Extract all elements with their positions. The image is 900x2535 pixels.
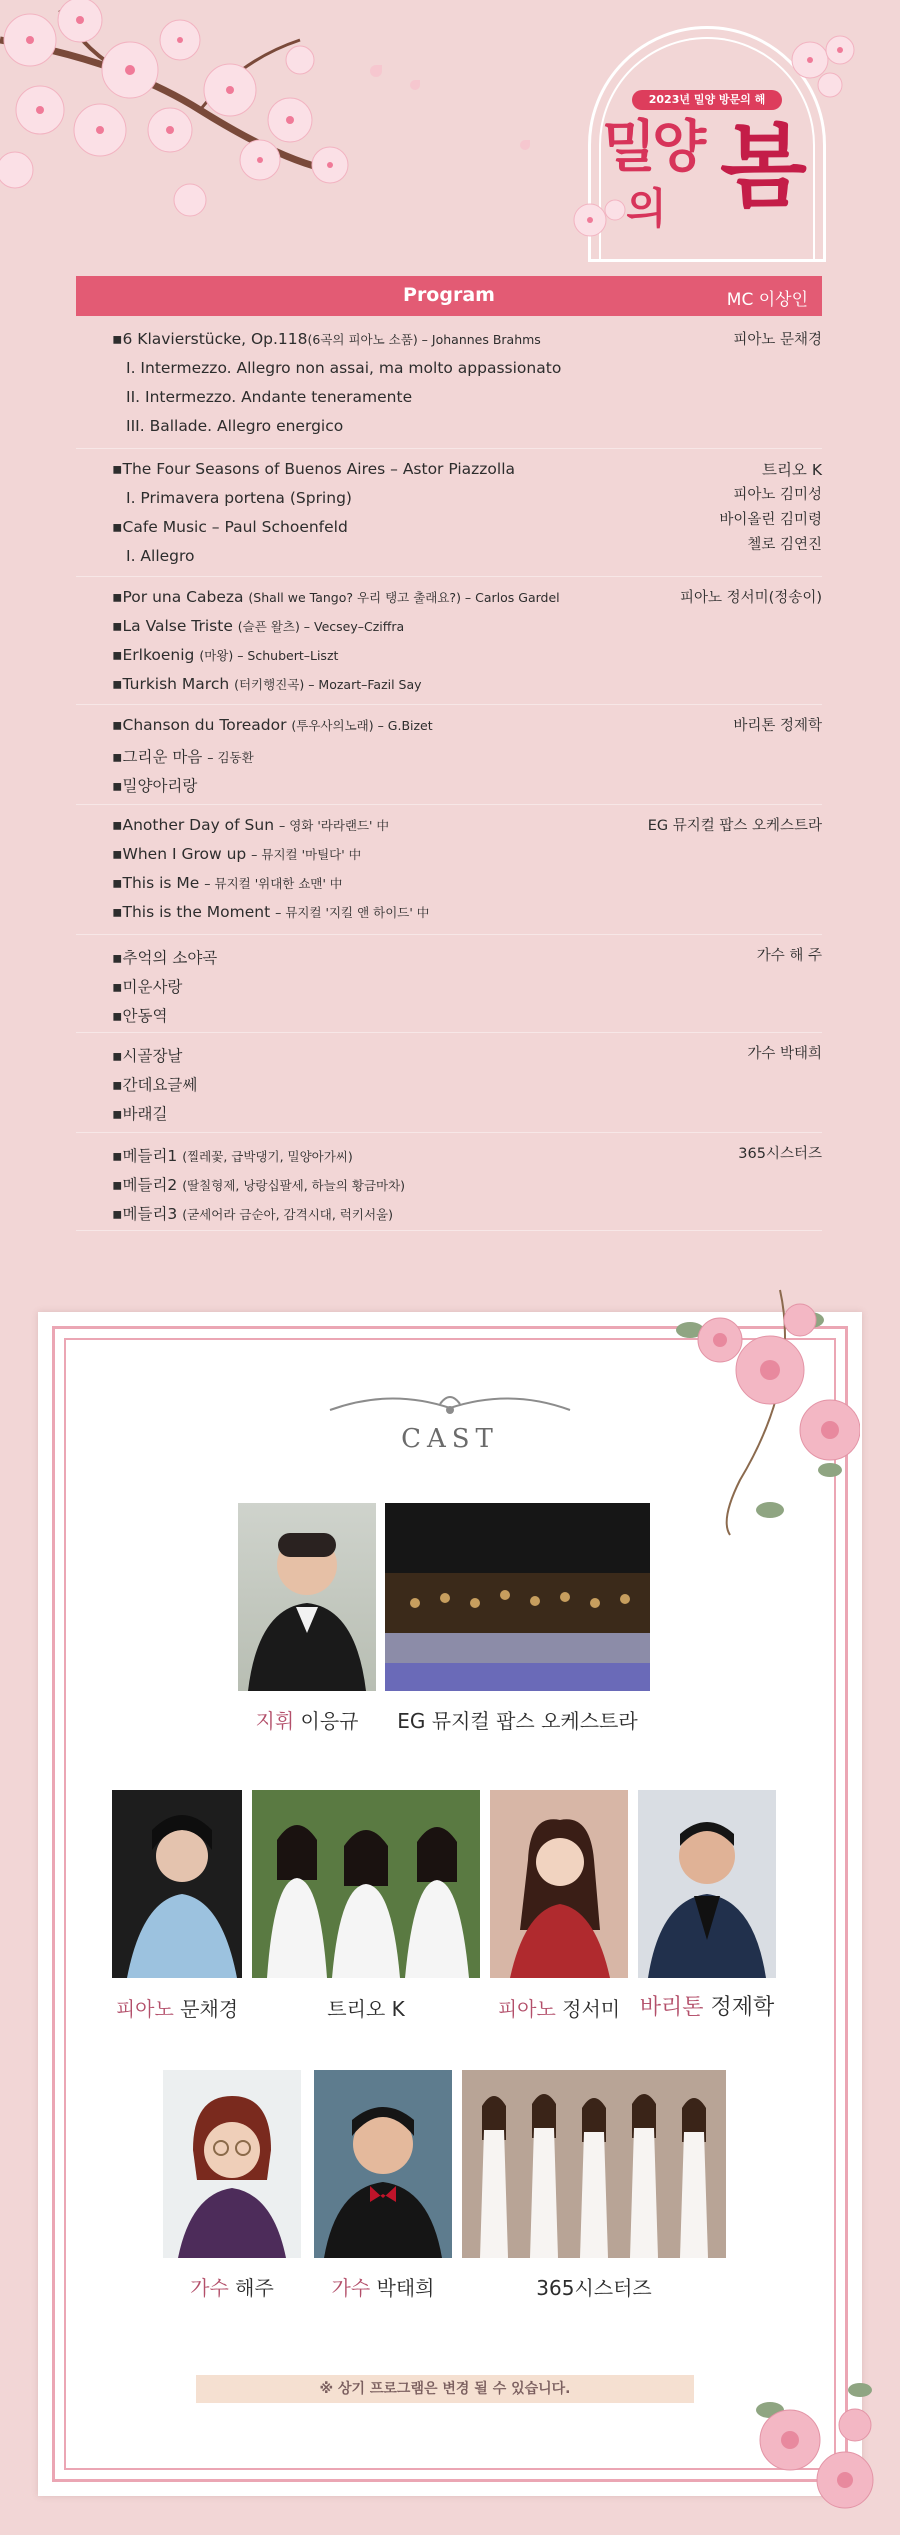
program-line: I. Allegro (126, 547, 195, 565)
program-line: ▪La Valse Triste (슬픈 왈츠) – Vecsey–Cziffra (112, 617, 405, 635)
program-line: ▪미운사랑 (112, 978, 183, 996)
program-line: ▪추억의 소야곡 (112, 949, 218, 967)
page-title-part3: 봄 (720, 115, 807, 220)
program-line: ▪Turkish March (터키행진곡) – Mozart–Fazil Say (112, 675, 422, 693)
performer-label: 바리톤 정제학 (733, 718, 822, 734)
program-section (76, 936, 822, 1033)
cast-caption-singer-haeju: 가수 해주 (190, 2276, 274, 2300)
singer-park-photo (314, 2070, 452, 2258)
program-section (76, 1134, 822, 1231)
program-line: ▪메들리2 (딸칠형제, 낭랑십팔세, 하늘의 황금마차) (112, 1176, 406, 1194)
performer-label: 피아노 문채경 (733, 332, 822, 348)
program-line: ▪The Four Seasons of Buenos Aires – Astor Piazzolla (112, 460, 516, 478)
program-section (76, 706, 822, 805)
cast-caption-baritone: 바리톤 정제학 (639, 1995, 775, 2020)
program-line: ▪6 Klavierstücke, Op.118(6곡의 피아노 소품) – Johannes Brahms (112, 330, 541, 348)
program-line: ▪안동역 (112, 1007, 168, 1025)
page-title-part1: 밀양 (602, 115, 703, 180)
cast-caption-trio-k: 트리오 K (327, 1997, 405, 2021)
pianist-jung-photo (490, 1790, 628, 1978)
cast-caption-singer-park: 가수 박태희 (331, 2276, 435, 2300)
performer-label: 트리오 K (761, 461, 822, 479)
cast-caption-sisters: 365시스터즈 (536, 2276, 652, 2300)
cast-caption-pianist-moon: 피아노 문채경 (115, 1997, 239, 2021)
performer-label: 바이올린 김미령 (719, 512, 822, 528)
program-line: I. Intermezzo. Allegro non assai, ma molto appassionato (126, 359, 562, 377)
program-line: ▪메들리1 (찔레꽃, 급박댕기, 밀양아가씨) (112, 1147, 353, 1165)
program-section (76, 320, 822, 449)
program-section (76, 806, 822, 935)
trio-k-photo (252, 1790, 480, 1978)
performer-label: EG 뮤지컬 팝스 오케스트라 (647, 818, 822, 834)
program-mc: MC 이상인 (726, 290, 808, 310)
pianist-moon-photo (112, 1790, 242, 1978)
program-line: III. Ballade. Allegro energico (126, 417, 344, 435)
sisters-365-photo (462, 2070, 726, 2258)
year-badge: 2023년 밀양 방문의 해 (632, 90, 782, 110)
performer-label: 피아노 김미성 (733, 487, 822, 503)
cast-caption-orchestra: EG 뮤지컬 팝스 오케스트라 (397, 1709, 638, 1733)
program-line: I. Primavera portena (Spring) (126, 489, 352, 507)
performer-label: 가수 해 주 (756, 948, 822, 964)
program-line: ▪간데요글쎄 (112, 1076, 198, 1094)
orchestra-photo (385, 1503, 650, 1691)
program-line: ▪Chanson du Toreador (투우사의노래) – G.Bizet (112, 716, 433, 734)
program-line: ▪Cafe Music – Paul Schoenfeld (112, 518, 348, 536)
program-line: ▪시골장날 (112, 1047, 183, 1065)
performer-label: 365시스터즈 (738, 1146, 822, 1162)
program-line: ▪This is Me – 뮤지컬 '위대한 쇼맨' 中 (112, 874, 343, 892)
program-line: ▪Another Day of Sun – 영화 '라라랜드' 中 (112, 816, 389, 834)
program-section (76, 578, 822, 705)
program-line: ▪When I Grow up – 뮤지컬 '마틸다' 中 (112, 845, 362, 863)
program-line: ▪Por una Cabeza (Shall we Tango? 우리 탱고 출래요?) – Carlos Gardel (112, 588, 560, 606)
program-section (76, 1034, 822, 1133)
baritone-photo (638, 1790, 776, 1978)
program-line: II. Intermezzo. Andante teneramente (126, 388, 413, 406)
ornament-icon (320, 1386, 580, 1426)
program-line: ▪밀양아리랑 (112, 777, 198, 795)
program-line: ▪그리운 마음 – 김동환 (112, 748, 254, 766)
change-notice: ※ 상기 프로그램은 변경 될 수 있습니다. (196, 2375, 694, 2403)
singer-haeju-photo (163, 2070, 301, 2258)
program-title: Program (403, 284, 495, 306)
cast-title: CAST (401, 1424, 499, 1454)
cast-caption-pianist-jung: 피아노 정서미 (497, 1997, 621, 2021)
program-section (76, 450, 822, 577)
cast-caption-conductor: 지휘 이응규 (255, 1709, 359, 1733)
conductor-photo (238, 1503, 376, 1691)
program-line: ▪바래길 (112, 1105, 168, 1123)
performer-label: 첼로 김연진 (747, 537, 822, 553)
program-line: ▪Erlkoenig (마왕) – Schubert–Liszt (112, 646, 339, 664)
performer-label: 가수 박태희 (747, 1046, 822, 1062)
program-line: ▪This is the Moment – 뮤지컬 '지킬 앤 하이드' 中 (112, 903, 430, 921)
page-title-part2: 의 (626, 184, 667, 233)
program-header (76, 276, 822, 316)
performer-label: 피아노 정서미(정송이) (680, 590, 822, 606)
program-line: ▪메들리3 (굳세어라 금순아, 감격시대, 럭키서울) (112, 1205, 393, 1223)
